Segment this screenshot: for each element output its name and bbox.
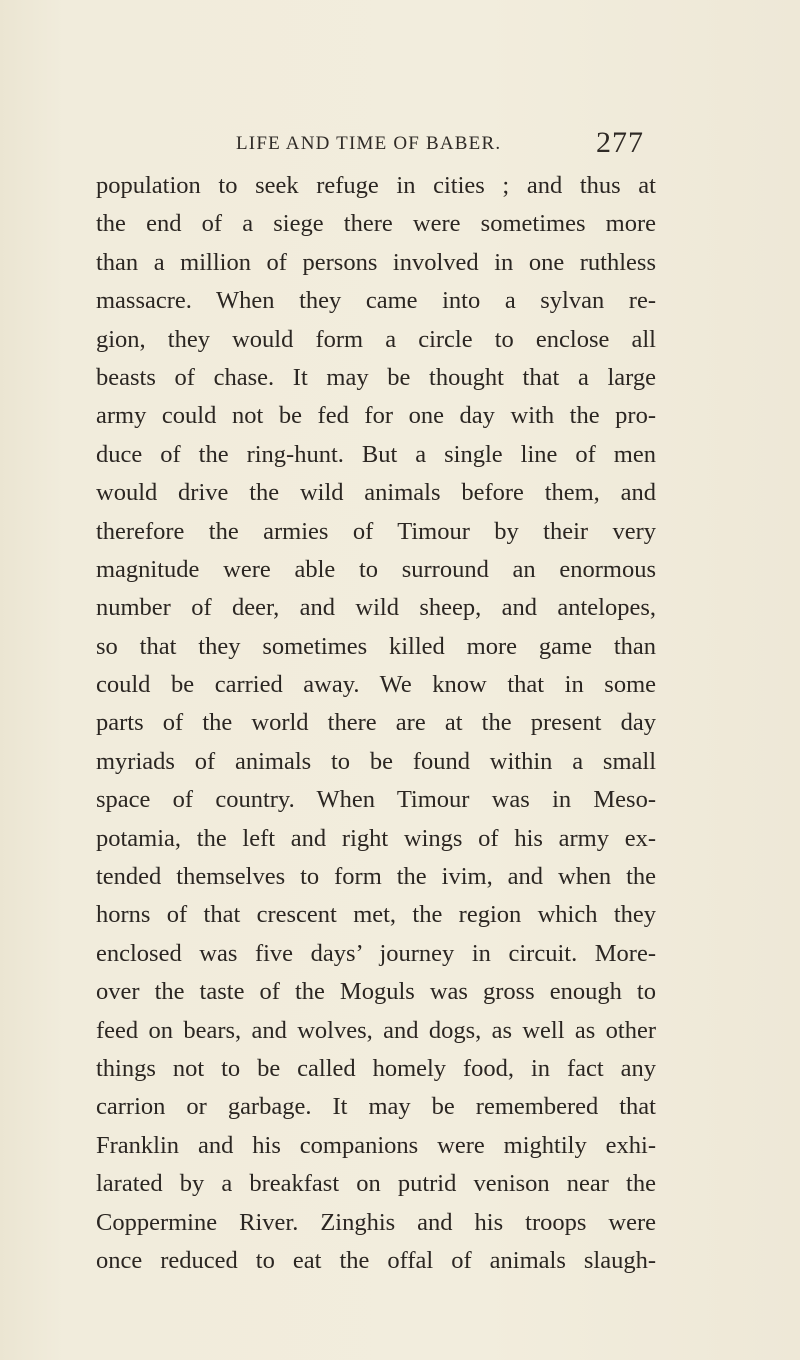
text-line: once reduced to eat the offal of animals slaugh- — [96, 1246, 656, 1274]
text-line: so that they sometimes killed more game than — [96, 632, 656, 660]
text-line: feed on bears, and wolves, and dogs, as well as other — [96, 1016, 656, 1044]
text-line: space of country. When Timour was in Meso- — [96, 786, 656, 814]
page-number: 277 — [596, 126, 644, 159]
text-line: population to seek refuge in cities ; and thus at — [96, 172, 656, 199]
text-line: myriads of animals to be found within a small — [96, 747, 656, 775]
body-text — [96, 167, 656, 1280]
text-line: magnitude were able to surround an enormous — [96, 555, 656, 583]
text-line: number of deer, and wild sheep, and antelopes, — [96, 594, 656, 622]
text-line: horns of that crescent met, the region which they — [96, 901, 656, 929]
text-line: potamia, the left and right wings of his army ex- — [96, 824, 656, 852]
text-line: parts of the world there are at the present day — [96, 709, 656, 737]
text-line: army could not be fed for one day with the pro- — [96, 402, 656, 430]
text-line: tended themselves to form the ivim, and when the — [96, 863, 656, 891]
text-line: than a million of persons involved in one ruthless — [96, 248, 656, 276]
text-line: over the taste of the Moguls was gross enough to — [96, 978, 656, 1006]
text-line: could be carried away. We know that in some — [96, 671, 656, 699]
text-line: massacre. When they came into a sylvan re- — [96, 287, 656, 315]
text-line: beasts of chase. It may be thought that a large — [96, 363, 656, 391]
text-line: Franklin and his companions were mightily exhi- — [96, 1131, 656, 1159]
page-header — [0, 126, 800, 166]
text-line: things not to be called homely food, in fact any — [96, 1054, 656, 1082]
text-line: duce of the ring-hunt. But a single line of men — [96, 440, 656, 468]
text-line: therefore the armies of Timour by their very — [96, 517, 656, 545]
running-head: LIFE AND TIME OF BABER. — [236, 133, 502, 154]
text-line: would drive the wild animals before them, and — [96, 479, 656, 507]
text-line: Coppermine River. Zinghis and his troops were — [96, 1208, 656, 1236]
text-line: gion, they would form a circle to enclose all — [96, 325, 656, 353]
text-line: carrion or garbage. It may be remembered that — [96, 1093, 656, 1121]
text-line: enclosed was five days’ journey in circuit. More- — [96, 939, 656, 967]
text-line: larated by a breakfast on putrid venison near the — [96, 1170, 656, 1198]
text-line: the end of a siege there were sometimes more — [96, 210, 656, 238]
